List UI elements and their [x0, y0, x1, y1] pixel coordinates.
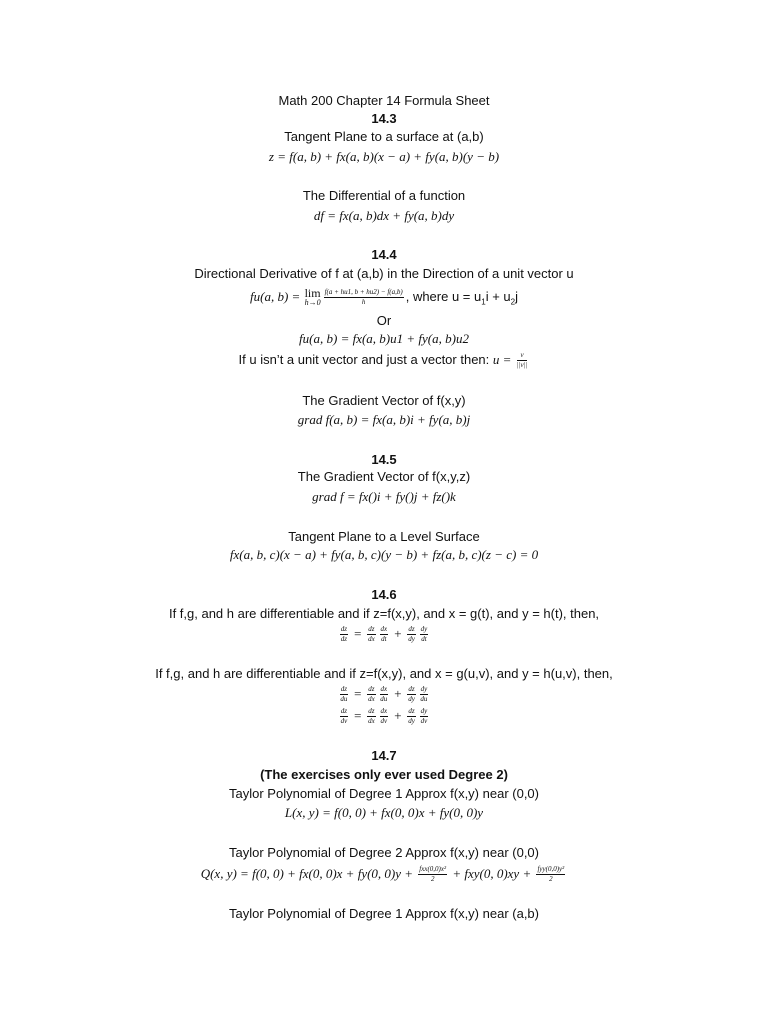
c1-b — [380, 626, 389, 643]
gradient-3d-title: The Gradient Vector of f(x,y,z) — [297, 469, 471, 484]
unit-numerator: v — [517, 352, 528, 361]
c2-a-num: dz — [368, 685, 375, 694]
c2-c-num: dz — [408, 685, 415, 694]
section-heading-14-6: 14.6 — [371, 587, 397, 602]
c2-lhs-den: du — [340, 695, 348, 704]
section-heading-14-5: 14.5 — [371, 452, 397, 467]
taylor-degree-2-title: Taylor Polynomial of Degree 2 Approx f(x,y) near (0,0) — [229, 845, 539, 860]
taylor-degree-1-equation: L(x, y) = f(0, 0) + fx(0, 0)x + fy(0, 0)y — [284, 805, 484, 820]
c3-b-num: dx — [380, 707, 388, 716]
c1-a-den: dx — [368, 635, 375, 644]
c3-d — [420, 708, 429, 725]
t2-fxx-fraction — [418, 866, 447, 883]
c3-c-den: dy — [408, 717, 415, 726]
chain-rule-2-equation-u — [0, 683, 768, 705]
chain-rule-1-equation — [0, 623, 768, 645]
c3-a-den: dx — [368, 717, 375, 726]
c2-lhs — [340, 686, 348, 703]
dd-j: j — [515, 289, 518, 304]
c3-a-num: dz — [368, 707, 375, 716]
c1-lhs-num: dz — [340, 625, 347, 634]
c1-eq: = — [349, 626, 366, 641]
c3-lhs-den: dv — [340, 717, 348, 726]
taylor-degree-1-title: Taylor Polynomial of Degree 1 Approx f(x,y) near (0,0) — [229, 786, 539, 801]
page-title: Math 200 Chapter 14 Formula Sheet — [278, 93, 490, 108]
c1-plus: + — [390, 626, 406, 641]
c3-a — [367, 708, 375, 725]
c1-a — [367, 626, 375, 643]
c3-b-den: dv — [380, 717, 388, 726]
c1-d-num: dy — [420, 625, 428, 634]
c2-b — [380, 686, 389, 703]
dd-fraction — [324, 289, 404, 306]
t2-fxx-den: 2 — [430, 875, 435, 884]
tangent-plane-title: Tangent Plane to a surface at (a,b) — [284, 129, 484, 144]
c2-eq: = — [349, 686, 366, 701]
c2-b-num: dx — [380, 685, 388, 694]
dd-limit — [304, 285, 321, 308]
c2-c — [407, 686, 415, 703]
taylor-degree-1-ab-title: Taylor Polynomial of Degree 1 Approx f(x,y) near (a,b) — [229, 906, 539, 921]
t2-part-a: Q(x, y) = f(0, 0) + fx(0, 0)x + fy(0, 0)y + — [200, 866, 417, 881]
t2-fyy-den: 2 — [549, 875, 553, 884]
t2-fxx-num: fxx(0,0)x² — [419, 865, 447, 874]
gradient-3d-equation: grad f = fx()i + fy()j + fz()k — [312, 489, 456, 504]
dd-lhs: fu(a, b) = — [250, 289, 304, 304]
t2-fyy-num: fyy(0,0)y² — [537, 865, 565, 874]
c2-c-den: dy — [408, 695, 415, 704]
chain-rule-2-equation-v — [0, 705, 768, 727]
or-label: Or — [376, 313, 392, 328]
dd-u2: 2 — [510, 297, 516, 307]
taylor-degree-2-equation — [0, 862, 768, 886]
dd-numerator: f(a + hu1, b + hu2) − f(a,b) — [324, 288, 403, 297]
c1-b-num: dx — [380, 625, 388, 634]
unit-vector-text: If u isn’t a unit vector and just a vector then: — [238, 352, 490, 367]
c3-lhs — [340, 708, 348, 725]
differential-equation: df = fx(a, b)dx + fy(a, b)dy — [313, 208, 455, 223]
c2-lhs-num: dz — [340, 685, 347, 694]
c1-lhs-den: dz — [340, 635, 347, 644]
t2-part-b: + fxy(0, 0)xy + — [449, 866, 535, 881]
c1-lhs — [340, 626, 348, 643]
c2-d — [420, 686, 429, 703]
c2-d-den: du — [420, 695, 428, 704]
c3-c-num: dz — [408, 707, 415, 716]
degree-note: (The exercises only ever used Degree 2) — [260, 767, 508, 782]
c3-b — [380, 708, 389, 725]
c1-b-den: dt — [381, 635, 387, 644]
c2-plus: + — [390, 686, 406, 701]
level-surface-title: Tangent Plane to a Level Surface — [288, 529, 480, 544]
chain-rule-1-text: If f,g, and h are differentiable and if z=f(x,y), and x = g(t), and y = h(t), then, — [168, 606, 600, 621]
c3-lhs-num: dz — [340, 707, 347, 716]
c2-a — [367, 686, 375, 703]
c1-c-num: dz — [408, 625, 415, 634]
unit-vector-fraction — [517, 352, 528, 369]
level-surface-equation: fx(a, b, c)(x − a) + fy(a, b, c)(y − b) + fz(a, b, c)(z − c) = 0 — [229, 547, 539, 562]
c3-eq: = — [349, 708, 366, 723]
c3-d-den: dv — [420, 717, 428, 726]
unit-vector-line — [0, 349, 768, 371]
tangent-plane-equation: z = f(a, b) + fx(a, b)(x − a) + fy(a, b)(y − b) — [268, 149, 500, 164]
unit-denominator: ||v|| — [516, 361, 528, 370]
gradient-title: The Gradient Vector of f(x,y) — [302, 393, 466, 408]
c3-d-num: dy — [420, 707, 428, 716]
gradient-equation: grad f(a, b) = fx(a, b)i + fy(a, b)j — [297, 412, 471, 427]
c1-c — [407, 626, 415, 643]
section-heading-14-7: 14.7 — [371, 748, 397, 763]
unit-vector-lhs: u = — [492, 352, 515, 367]
c2-b-den: du — [380, 695, 388, 704]
dd-u1: 1 — [481, 297, 486, 307]
directional-derivative-equation — [0, 285, 768, 315]
dd-i: i + u — [485, 289, 511, 304]
c2-d-num: dy — [420, 685, 428, 694]
t2-fyy-fraction — [536, 866, 565, 883]
chain-rule-2-text: If f,g, and h are differentiable and if z=f(x,y), and x = g(u,v), and y = h(u,v), then, — [155, 666, 613, 681]
directional-derivative-title: Directional Derivative of f at (a,b) in the Direction of a unit vector u — [194, 266, 574, 281]
c1-d-den: dt — [421, 635, 427, 644]
differential-title: The Differential of a function — [302, 188, 466, 203]
c1-c-den: dy — [408, 635, 415, 644]
dd-where: , where u = u — [405, 289, 482, 304]
dd-denominator: h — [361, 298, 366, 307]
c1-a-num: dz — [368, 625, 375, 634]
c1-d — [420, 626, 429, 643]
c3-c — [407, 708, 415, 725]
directional-derivative-alt: fu(a, b) = fx(a, b)u1 + fy(a, b)u2 — [299, 331, 469, 346]
c2-a-den: dx — [368, 695, 375, 704]
section-heading-14-3: 14.3 — [371, 111, 397, 126]
c3-plus: + — [390, 708, 406, 723]
dd-lim-under: h→0 — [304, 297, 321, 307]
dd-lim-text: lim — [304, 285, 321, 300]
section-heading-14-4: 14.4 — [371, 247, 397, 262]
